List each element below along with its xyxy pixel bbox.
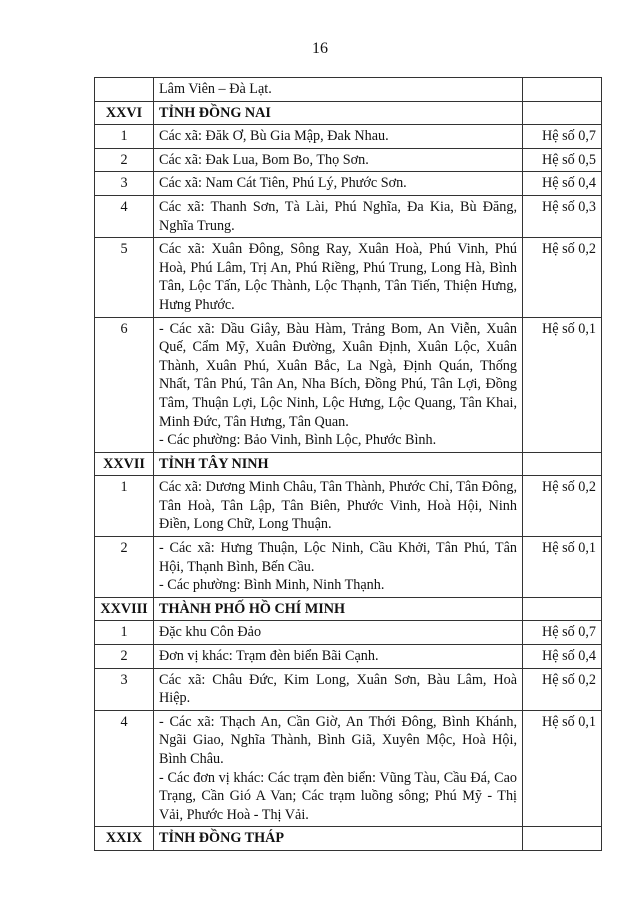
area-cell [154, 645, 523, 669]
section-title [154, 827, 523, 851]
coefficient-cell: Hệ số 0,7 [523, 621, 602, 645]
table-row [95, 710, 602, 827]
row-index: 3 [95, 172, 154, 196]
area-line: - Các xã: Hưng Thuận, Lộc Ninh, Cầu Khởi, Tân Phú, Tân Hội, Thạnh Bình, Bến Cầu. [159, 540, 517, 575]
area-line: - Các xã: Dầu Giây, Bàu Hàm, Trảng Bom, An Viễn, Xuân Quế, Cẩm Mỹ, Xuân Đường, Xuân Định, Xuân Lộc, Xuân Thành, Xuân Phú, Xuân Bắc, La Ngà, Định Quán, Thống Nhất, Tân Phú, Tân An, Nha Bích, Đồng Phú, Tân Lợi, Đồng Tâm, Thuận Lợi, Lộc Ninh, Lộc Hưng, Lộc Quang, Tân Khai, Minh Đức, Tân Hưng, Tân Quan. [159, 320, 517, 430]
coefficient-cell: Hệ số 0,3 [523, 195, 602, 237]
section-row [95, 597, 602, 621]
table-row [95, 645, 602, 669]
area-line: Các xã: Nam Cát Tiên, Phú Lý, Phước Sơn. [159, 175, 407, 192]
coefficient-cell: Hệ số 0,1 [523, 710, 602, 827]
coefficient-cell: Hệ số 0,2 [523, 238, 602, 317]
area-line: Các xã: Thanh Sơn, Tà Lài, Phú Nghĩa, Đa Kia, Bù Đăng, Nghĩa Trung. [159, 198, 517, 234]
area-cell [154, 317, 523, 452]
area-cell [154, 78, 523, 102]
row-index [95, 78, 154, 102]
coefficient-cell: Hệ số 0,2 [523, 668, 602, 710]
section-title [154, 101, 523, 125]
coefficient-cell: Hệ số 0,4 [523, 645, 602, 669]
section-row [95, 827, 602, 851]
coefficient-cell: Hệ số 0,5 [523, 148, 602, 172]
area-cell [154, 125, 523, 149]
area-line: Lâm Viên – Đà Lạt. [159, 81, 272, 97]
area-cell [154, 195, 523, 237]
area-line: TỈNH TÂY NINH [159, 455, 269, 472]
table-row [95, 317, 602, 452]
coefficient-cell [523, 452, 602, 476]
row-index: 2 [95, 148, 154, 172]
row-index: 3 [95, 668, 154, 710]
coefficient-cell [523, 78, 602, 102]
page-number: 16 [312, 40, 328, 57]
area-cell [154, 476, 523, 537]
area-line: Các xã: Đak Lua, Bom Bo, Thọ Sơn. [159, 151, 369, 168]
coefficient-cell: Hệ số 0,2 [523, 476, 602, 537]
area-line: Các xã: Đăk Ơ, Bù Gia Mập, Đak Nhau. [159, 128, 389, 145]
area-line: - Các phường: Bảo Vinh, Bình Lộc, Phước Bình. [159, 432, 437, 449]
area-cell [154, 172, 523, 196]
area-cell [154, 537, 523, 598]
coefficient-cell [523, 101, 602, 125]
area-line: Đơn vị khác: Trạm đèn biển Bãi Cạnh. [159, 648, 379, 665]
area-line: Các xã: Xuân Đông, Sông Ray, Xuân Hoà, Phú Vinh, Phú Hoà, Phú Lâm, Trị An, Phú Riềng, Phú Trung, Long Hà, Bình Tân, Lộc Tấn, Lộc Thành, Lộc Thạnh, Tân Tiến, Thiện Hưng, Hưng Phước. [159, 241, 517, 313]
area-line: Đặc khu Côn Đảo [159, 624, 262, 641]
area-line: - Các xã: Thạch An, Cần Giờ, An Thới Đông, Bình Khánh, Ngãi Giao, Nghĩa Thành, Bình Giã, Xuyên Mộc, Hoà Hội, Bình Châu. [159, 713, 517, 767]
row-index: 6 [95, 317, 154, 452]
area-line: TỈNH ĐỒNG THÁP [159, 830, 285, 847]
coefficient-cell: Hệ số 0,7 [523, 125, 602, 149]
table-row [95, 238, 602, 317]
table-row [95, 125, 602, 149]
area-line: TỈNH ĐỒNG NAI [159, 104, 271, 121]
coefficient-cell: Hệ số 0,1 [523, 537, 602, 598]
coefficient-table [94, 77, 602, 851]
area-line: Các xã: Dương Minh Châu, Tân Thành, Phước Chỉ, Tân Đông, Tân Hoà, Tân Lập, Tân Biên, Phước Vinh, Hoà Hội, Ninh Điền, Long Chữ, Long Thuận. [159, 479, 517, 533]
section-number: XXVII [95, 452, 154, 476]
row-index: 5 [95, 238, 154, 317]
area-line: - Các phường: Bình Minh, Ninh Thạnh. [159, 577, 385, 594]
row-index: 2 [95, 537, 154, 598]
area-cell [154, 621, 523, 645]
section-title [154, 597, 523, 621]
table-row [95, 668, 602, 710]
coefficient-cell [523, 827, 602, 851]
section-number: XXVIII [95, 597, 154, 621]
area-line: Các xã: Châu Đức, Kim Long, Xuân Sơn, Bàu Lâm, Hoà Hiệp. [159, 671, 517, 707]
table-body [95, 78, 602, 851]
section-row [95, 101, 602, 125]
area-line: THÀNH PHỐ HỒ CHÍ MINH [159, 600, 346, 617]
area-cell [154, 238, 523, 317]
area-cell [154, 668, 523, 710]
table-row [95, 537, 602, 598]
table-row [95, 148, 602, 172]
area-line: - Các đơn vị khác: Các trạm đèn biển: Vũng Tàu, Cầu Đá, Cao Trạng, Cần Gió A Van; Các trạm luồng sông; Phú Mỹ - Thị Vải, Phước Hoà - Thị Vải. [159, 769, 517, 823]
table-row [95, 195, 602, 237]
row-index: 4 [95, 195, 154, 237]
table-row [95, 621, 602, 645]
row-index: 1 [95, 125, 154, 149]
coefficient-cell [523, 597, 602, 621]
table-row [95, 78, 602, 102]
row-index: 4 [95, 710, 154, 827]
area-cell [154, 710, 523, 827]
row-index: 1 [95, 621, 154, 645]
section-row [95, 452, 602, 476]
coefficient-cell: Hệ số 0,1 [523, 317, 602, 452]
table-row [95, 476, 602, 537]
table-row [95, 172, 602, 196]
area-cell [154, 148, 523, 172]
coefficient-cell: Hệ số 0,4 [523, 172, 602, 196]
row-index: 2 [95, 645, 154, 669]
section-title [154, 452, 523, 476]
section-number: XXIX [95, 827, 154, 851]
section-number: XXVI [95, 101, 154, 125]
row-index: 1 [95, 476, 154, 537]
